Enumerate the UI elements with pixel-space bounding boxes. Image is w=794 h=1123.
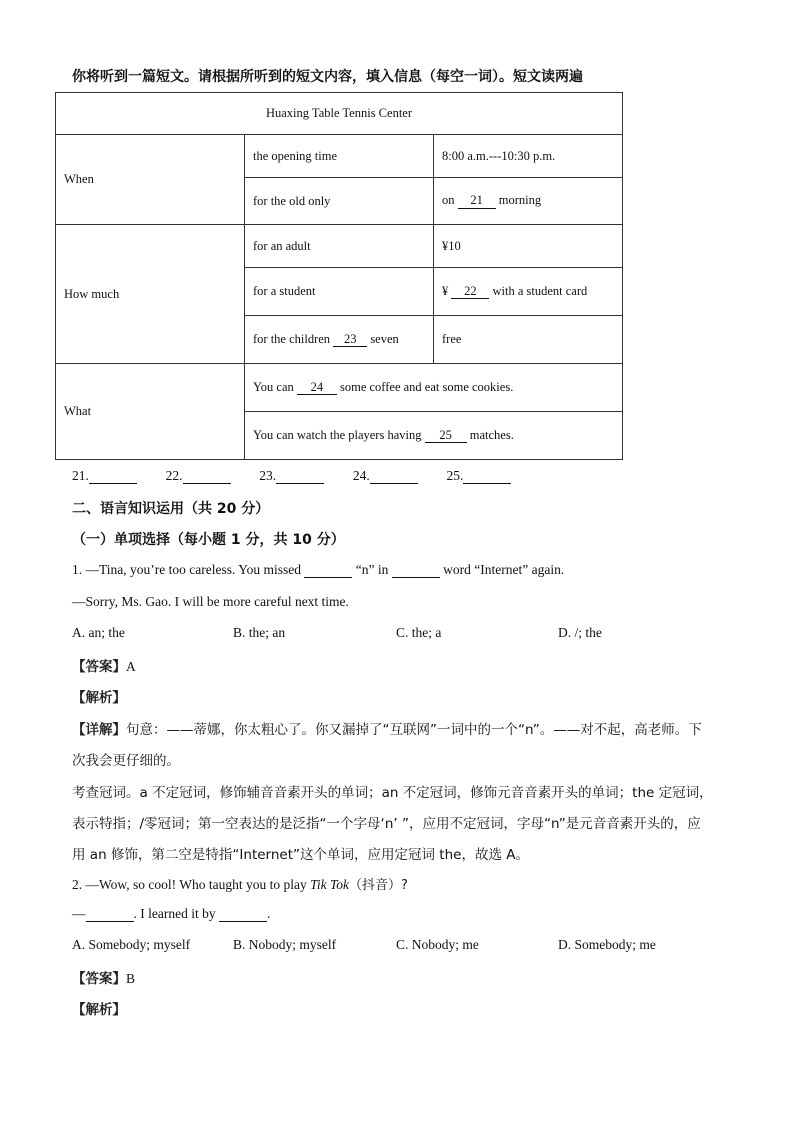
- q1-option-a[interactable]: A. an; the: [72, 625, 125, 640]
- q2-blank-2[interactable]: [219, 907, 267, 922]
- q1-detail-line5: 用 an 修饰，第二空是特指“Internet”这个单词，应用定冠词 the，故选 A。: [72, 847, 529, 863]
- answer-blank-24[interactable]: [353, 468, 418, 483]
- old-post: morning: [498, 193, 542, 208]
- answer-label: 23.: [259, 468, 277, 483]
- children-post: seven: [370, 331, 399, 346]
- q2-analysis-tag: 【解析】: [72, 1002, 126, 1018]
- q1-answer: [72, 655, 136, 675]
- coffee-post: some coffee and eat some cookies.: [340, 379, 514, 394]
- adult-value: ¥10: [434, 225, 623, 268]
- q2-text-c: .: [266, 906, 271, 921]
- answer-blank-25[interactable]: [447, 468, 512, 483]
- blank-21[interactable]: 21: [458, 194, 496, 208]
- answer-blank-21[interactable]: [72, 468, 137, 483]
- student-label: for a student: [245, 268, 434, 316]
- q1-option-b[interactable]: B. the; an: [233, 625, 286, 640]
- q2-text-italic: Tik Tok: [310, 877, 350, 892]
- watch-pre: You can watch the players having: [253, 427, 422, 442]
- q1-detail-line3: 考查冠词。a 不定冠词，修饰辅音音素开头的单词；an 不定冠词，修饰元音音素开头的单词；the 定冠词，: [72, 785, 713, 801]
- q2-answer-tag: 【答案】: [72, 971, 126, 987]
- q2-option-d[interactable]: D. Somebody; me: [558, 937, 656, 952]
- info-table: [55, 92, 623, 460]
- q1-answer-value: A: [126, 659, 136, 674]
- children-value: free: [434, 316, 623, 364]
- coffee-pre: You can: [253, 379, 294, 394]
- children-label: [245, 316, 434, 364]
- answer-blank-22[interactable]: [166, 468, 231, 483]
- blank-22[interactable]: 22: [451, 285, 489, 299]
- q1-option-c[interactable]: C. the; a: [396, 625, 442, 640]
- q1-answer-tag: 【答案】: [72, 659, 126, 675]
- watch-row: [245, 412, 623, 460]
- howmuch-label: How much: [56, 225, 245, 364]
- coffee-row: [245, 364, 623, 412]
- old-pre: on: [442, 193, 455, 208]
- q2-option-a[interactable]: A. Somebody; myself: [72, 937, 191, 952]
- section2-subtitle: （一）单项选择（每小题 1 分，共 10 分）: [72, 532, 345, 548]
- q2-text-b: . I learned it by: [133, 906, 216, 921]
- answer-label: 24.: [352, 468, 370, 483]
- children-pre: for the children: [253, 331, 331, 346]
- q1-text-b: “n” in: [355, 562, 389, 577]
- answer-label: 21.: [72, 468, 89, 483]
- opening-value: 8:00 a.m.---10:30 p.m.: [434, 135, 623, 178]
- listening-instruction: 你将听到一篇短文。请根据所听到的短文内容，填入信息（每空一词）。短文读两遍: [72, 69, 583, 85]
- student-value: [434, 268, 623, 316]
- q2-text-dash: —: [72, 906, 86, 921]
- q1-detail-line4: 表示特指；/零冠词；第一空表达的是泛指“一个字母‘n’ ”，应用不定冠词，字母“n”是元音音素开头的，应: [72, 816, 701, 832]
- q2-option-b[interactable]: B. Nobody; myself: [233, 937, 337, 952]
- q1-line1: [72, 562, 564, 578]
- table-title: Huaxing Table Tennis Center: [56, 93, 623, 135]
- answer-blank-row: [72, 468, 511, 484]
- q2-option-c[interactable]: C. Nobody; me: [396, 937, 479, 952]
- when-label: When: [56, 135, 245, 225]
- answer-blank-23[interactable]: [259, 468, 324, 483]
- q1-text-a: 1. —Tina, you’re too careless. You missed: [72, 562, 301, 577]
- q1-blank-2[interactable]: [392, 563, 440, 578]
- adult-label: for an adult: [245, 225, 434, 268]
- q1-text-c: word “Internet” again.: [443, 562, 565, 577]
- watch-post: matches.: [469, 427, 514, 442]
- old-label: for the old only: [245, 178, 434, 225]
- blank-24[interactable]: 24: [297, 381, 337, 395]
- blank-23[interactable]: 23: [333, 333, 367, 347]
- q1-detail-text1: 句意：——蒂娜，你太粗心了。你又漏掉了“互联网”一词中的一个“n”。——对不起，高老师。下: [126, 722, 702, 738]
- q2-line1: [72, 874, 408, 893]
- q1-detail-line1: [72, 718, 702, 738]
- q2-line2: [72, 906, 270, 922]
- answer-label: 25.: [446, 468, 464, 483]
- q2-answer-value: B: [126, 971, 136, 986]
- opening-label: the opening time: [245, 135, 434, 178]
- q1-detail-line2: 次我会更仔细的。: [72, 753, 180, 769]
- q1-detail-tag: 【详解】: [72, 722, 126, 738]
- q1-blank-1[interactable]: [304, 563, 352, 578]
- q2-text-a: 2. —Wow, so cool! Who taught you to play: [72, 877, 307, 892]
- q2-text-b: （抖音）?: [349, 878, 408, 893]
- q2-answer: [72, 967, 135, 987]
- old-value: [434, 178, 623, 225]
- q1-line2: —Sorry, Ms. Gao. I will be more careful next time.: [72, 594, 349, 609]
- section2-title: 二、语言知识运用（共 20 分）: [72, 501, 270, 517]
- what-label: What: [56, 364, 245, 460]
- q2-blank-1[interactable]: [86, 907, 134, 922]
- blank-25[interactable]: 25: [425, 429, 467, 443]
- student-post: with a student card: [492, 283, 588, 298]
- q1-analysis-tag: 【解析】: [72, 690, 126, 706]
- answer-label: 22.: [165, 468, 183, 483]
- q1-option-d[interactable]: D. /; the: [558, 625, 602, 640]
- student-pre: ¥: [442, 283, 449, 298]
